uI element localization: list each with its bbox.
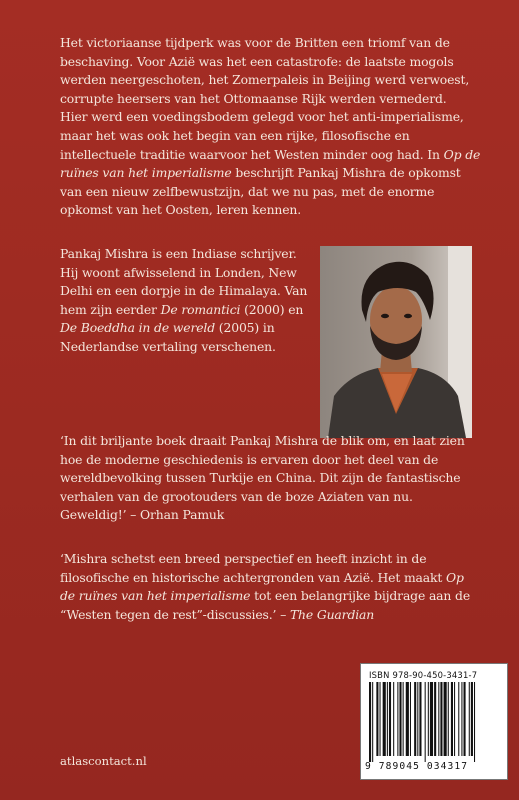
barcode-bar — [372, 682, 373, 762]
barcode-bar — [410, 682, 411, 756]
review-quote-pamuk-text: ‘In dit briljante boek draait Pankaj Mishra de blik om, en laat zien hoe de moderne geschiedenis is ervaren door het deel van de wereldbevolking tussen Turkije en China. Dit zijn de fantastische verhalen van de grootouders van de boze Aziaten van nu. Geweldig!’ – Orhan Pamuk — [60, 433, 465, 523]
barcode-bar — [387, 682, 388, 756]
barcode-bar — [376, 682, 378, 756]
barcode-bar — [419, 682, 421, 756]
barcode-bar — [399, 682, 401, 756]
blurb-book-title: Op de ruïnes van het imperialisme — [60, 146, 481, 181]
barcode-bar — [389, 682, 391, 756]
barcode-bar — [474, 682, 475, 762]
review-quote-book-title: Op de ruïnes van het imperialisme — [60, 569, 464, 604]
author-portrait-image — [320, 246, 472, 438]
barcode-bar — [397, 682, 398, 756]
barcode-bar — [428, 682, 429, 756]
barcode-bar — [417, 682, 418, 756]
barcode-bar — [444, 682, 447, 756]
isbn-label: ISBN 978-90-450-3431-7 — [369, 670, 478, 680]
barcode-bar — [393, 682, 394, 756]
barcode-bar — [471, 682, 473, 756]
barcode-bar — [469, 682, 470, 756]
blurb-paragraph — [60, 34, 485, 220]
barcode-bar — [414, 682, 416, 756]
author-bio-text-1: Pankaj Mishra is een Indiase schrijver. Hij woont afwisselend in Londen, New Delhi en een dorpje in de Himalaya. Van hem zijn eerder — [60, 246, 308, 317]
ean-number: 9 789045 034317 — [365, 761, 469, 772]
barcode-bar — [430, 682, 433, 756]
barcode-bar — [458, 682, 459, 756]
barcode-bar — [406, 682, 409, 756]
barcode-bar — [454, 682, 455, 756]
barcode-bar — [440, 682, 442, 756]
barcode-bar — [438, 682, 439, 756]
barcode-bar — [464, 682, 466, 756]
blurb-text-1: Het victoriaanse tijdperk was voor de Britten een triomf van de beschaving. Voor Azië was het een catastrofe: de laatste mogols werden neergeschoten, het Zomerpaleis in Beijing werd verwoest, corrupte heersers van het Ottomaanse Rijk werden vernederd. — [60, 35, 470, 106]
barcode-bar — [451, 682, 453, 756]
barcode-bar — [434, 682, 436, 756]
author-bio — [60, 245, 310, 357]
barcode-bar — [425, 682, 426, 762]
blurb-text-3: beschrijft Pankaj Mishra de opkomst van een nieuw zelfbewustzijn, dat we nu pas, met de enorme opkomst van het Oosten, leren kennen. — [60, 165, 461, 218]
review-quote-guardian-text-2: tot een belangrijke bijdrage aan de “Westen tegen de rest”-discussies.’ – — [60, 588, 470, 622]
author-bio-text-2: (2000) en — [240, 301, 304, 317]
barcode-bar — [369, 682, 371, 762]
blurb-text-2: Hier werd een voedingsbodem gelegd voor het anti-imperialisme, maar het was ook het begin van een rijke, filosofische en intellectuele traditie waarvoor het Westen minder oog had. In — [60, 109, 464, 162]
barcode-bar — [380, 682, 381, 756]
author-book-title-2: De Boeddha in de wereld — [60, 320, 215, 336]
review-quote-pamuk — [60, 432, 480, 525]
author-photo — [320, 246, 472, 438]
review-quote-source: The Guardian — [289, 606, 375, 622]
barcode-bars — [365, 682, 503, 762]
review-quote-guardian — [60, 550, 480, 624]
author-book-title-1: De romantici — [160, 301, 241, 317]
review-quote-guardian-text-1: ‘Mishra schetst een breed perspectief en heeft inzicht in de filosofische en historische achtergronden van Azië. Het maakt — [60, 551, 446, 585]
barcode-bar — [383, 682, 386, 756]
author-bio-text-3: (2005) in Nederlandse vertaling verschenen. — [60, 320, 276, 354]
barcode-bar — [403, 682, 404, 756]
barcode-bar — [448, 682, 449, 756]
barcode-bar — [461, 682, 462, 756]
publisher-website: atlascontact.nl — [60, 754, 147, 768]
barcode-box — [360, 663, 508, 780]
